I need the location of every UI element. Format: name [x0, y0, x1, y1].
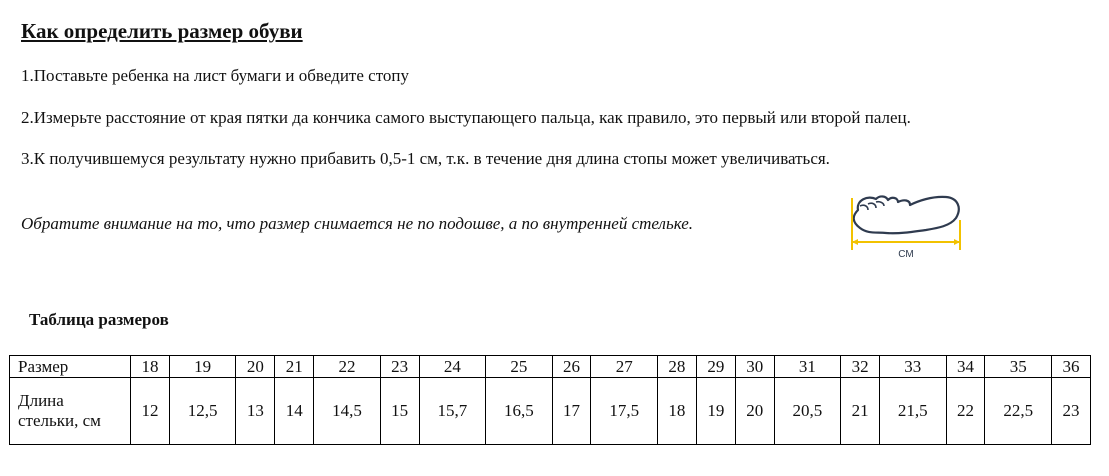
length-cell: 22	[946, 378, 985, 445]
length-cell: 21,5	[880, 378, 946, 445]
size-table	[9, 355, 1091, 445]
foot-outline-icon	[854, 196, 959, 233]
length-row-header	[10, 378, 131, 445]
measure-unit-label: СМ	[898, 249, 914, 260]
size-cell: 35	[985, 356, 1051, 378]
length-cell: 21	[841, 378, 880, 445]
length-cell: 22,5	[985, 378, 1051, 445]
insole-note: Обратите внимание на то, что размер снимается не по подошве, а по внутренней стельке.	[21, 214, 694, 233]
size-cell: 22	[314, 356, 380, 378]
foot-toes-icon	[860, 202, 884, 210]
size-cell: 33	[880, 356, 946, 378]
size-row	[10, 356, 1091, 378]
length-row	[10, 378, 1091, 445]
length-cell: 12,5	[169, 378, 235, 445]
length-cell: 13	[236, 378, 275, 445]
size-table-title: Таблица размеров	[29, 310, 169, 329]
length-cell: 17,5	[591, 378, 657, 445]
size-cell: 23	[380, 356, 419, 378]
size-cell: 20	[236, 356, 275, 378]
length-cell: 15,7	[419, 378, 485, 445]
size-row-header: Размер	[10, 356, 131, 378]
instruction-step-1: 1.Поставьте ребенка на лист бумаги и обведите стопу	[21, 66, 409, 85]
size-cell: 30	[735, 356, 774, 378]
length-cell: 14,5	[314, 378, 380, 445]
length-cell: 19	[696, 378, 735, 445]
length-cell: 16,5	[486, 378, 552, 445]
length-cell: 14	[275, 378, 314, 445]
foot-measure-illustration	[846, 190, 966, 262]
length-cell: 20	[735, 378, 774, 445]
length-cell: 23	[1051, 378, 1090, 445]
size-cell: 29	[696, 356, 735, 378]
length-cell: 18	[657, 378, 696, 445]
size-cell: 31	[774, 356, 840, 378]
size-cell: 26	[552, 356, 591, 378]
size-cell: 21	[275, 356, 314, 378]
size-cell: 34	[946, 356, 985, 378]
length-cell: 15	[380, 378, 419, 445]
length-header-line1: Длина	[18, 391, 64, 410]
size-cell: 36	[1051, 356, 1090, 378]
size-cell: 28	[657, 356, 696, 378]
page-title: Как определить размер обуви	[21, 19, 303, 43]
length-header-line2: стельки, см	[18, 411, 101, 430]
instruction-step-2: 2.Измерьте расстояние от края пятки да кончика самого выступающего пальца, как правило, это первый или второй палец.	[21, 108, 911, 127]
size-cell: 19	[169, 356, 235, 378]
size-cell: 32	[841, 356, 880, 378]
size-cell: 24	[419, 356, 485, 378]
instruction-step-3: 3.К получившемуся результату нужно прибавить 0,5-1 см, т.к. в течение дня длина стопы может увеличиваться.	[21, 149, 830, 168]
size-cell: 25	[486, 356, 552, 378]
size-cell: 18	[131, 356, 170, 378]
length-cell: 20,5	[774, 378, 840, 445]
length-cell: 12	[131, 378, 170, 445]
size-cell: 27	[591, 356, 657, 378]
length-cell: 17	[552, 378, 591, 445]
